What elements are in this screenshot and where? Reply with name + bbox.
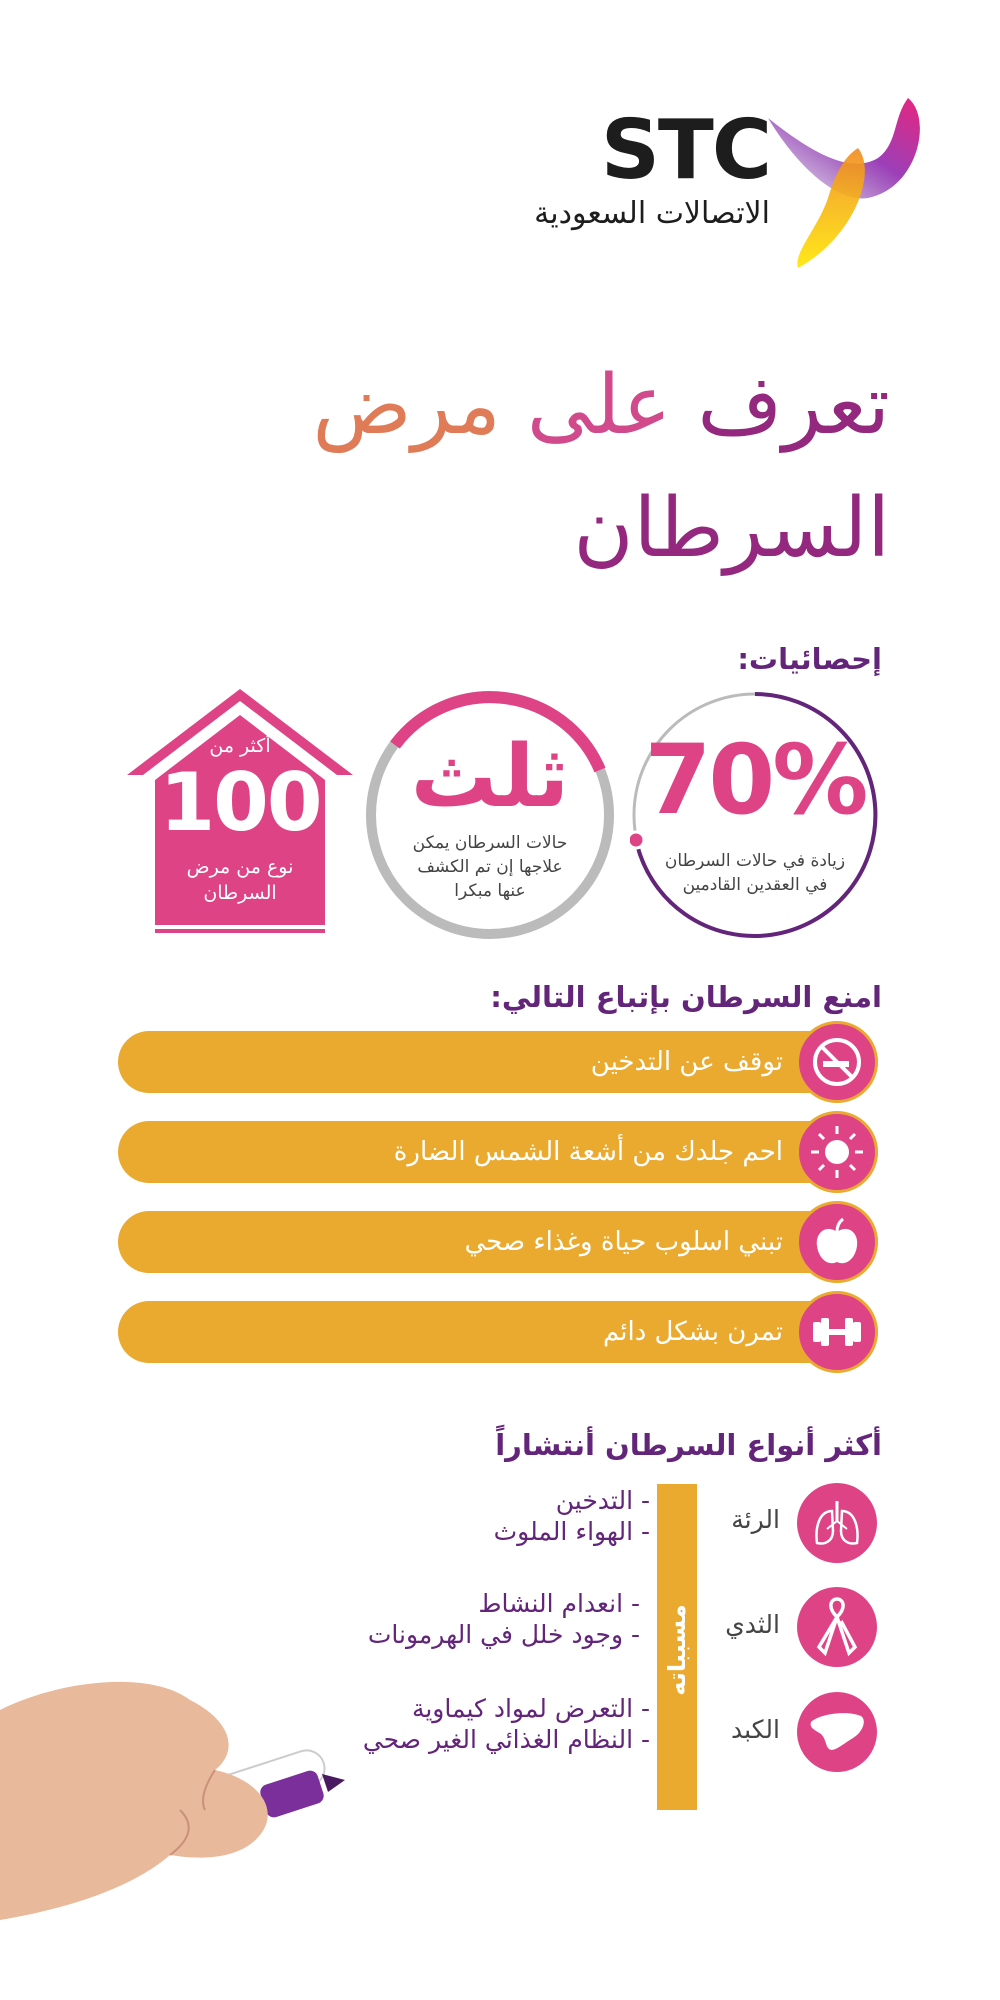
prevention-item	[118, 1301, 878, 1363]
stat-text-line: زيادة في حالات السرطان	[664, 851, 846, 871]
stat-text-line: علاجها إن تم الكشف	[417, 856, 563, 877]
sun-icon	[796, 1111, 878, 1193]
prevention-item	[118, 1031, 878, 1093]
dumbbell-icon	[796, 1291, 878, 1373]
prevention-label: تمرن بشكل دائم	[602, 1317, 783, 1347]
stat-value: 100	[159, 756, 321, 849]
prevention-item	[118, 1121, 878, 1183]
cause-item: - التدخين	[555, 1486, 650, 1515]
causes-label: مسبباته	[663, 1604, 691, 1696]
prevention-item	[118, 1211, 878, 1273]
cause-item: - الهواء الملوث	[493, 1517, 650, 1547]
prevention-heading: امنع السرطان بإتباع التالي:	[490, 980, 882, 1014]
ribbon-icon	[797, 1587, 877, 1667]
stat-prefix: أكثر من	[209, 735, 271, 757]
stat-value: ثلث	[410, 727, 570, 827]
cause-item: - التعرض لمواد كيماوية	[411, 1694, 650, 1723]
prevention-label: احم جلدك من أشعة الشمس الضارة	[393, 1137, 783, 1167]
cancer-type-name: الكبد	[730, 1715, 780, 1744]
stat-card-third	[365, 690, 615, 940]
stat-description	[385, 832, 595, 903]
stats-heading: إحصائيات:	[737, 642, 882, 676]
title-word: تعرف	[697, 358, 890, 453]
stat-card-increase	[630, 690, 880, 940]
apple-icon	[796, 1201, 878, 1283]
logo-text-latin: STC	[600, 103, 770, 198]
stat-text-line: السرطان	[203, 881, 277, 904]
stat-description	[650, 850, 860, 898]
stat-value: 70%	[644, 724, 866, 836]
prevention-label: تبني اسلوب حياة وغذاء صحي	[464, 1227, 783, 1257]
cause-item: - انعدام النشاط	[478, 1589, 640, 1618]
title-word: مرض	[312, 358, 501, 453]
hand-with-marker-image	[0, 1660, 360, 1960]
page-title-line1	[200, 355, 890, 458]
stat-text-line: حالات السرطان يمكن	[412, 833, 568, 853]
title-word: على	[526, 358, 672, 453]
prevention-label: توقف عن التدخين	[590, 1047, 783, 1077]
cause-item: - النظام الغذائي الغير صحي	[362, 1725, 650, 1755]
no-smoking-icon	[796, 1021, 878, 1103]
cause-item: - وجود خلل في الهرمونات	[367, 1620, 640, 1650]
stat-text-line: نوع من مرض	[186, 856, 294, 878]
page-title-line2: السرطان	[573, 481, 890, 576]
cause-list	[300, 1485, 650, 1548]
stat-card-types	[125, 685, 355, 935]
cancer-types-heading: أكثر أنواع السرطان أنتشاراً	[495, 1428, 882, 1462]
stat-text-line: في العقدين القادمين	[682, 874, 828, 895]
stat-text-line: عنها مبكرا	[454, 880, 526, 901]
logo-brushstroke-icon	[758, 78, 928, 278]
lungs-icon	[797, 1483, 877, 1563]
logo-text-arabic: الاتصالات السعودية	[534, 196, 770, 231]
liver-icon	[797, 1692, 877, 1772]
cancer-type-name: الرئة	[731, 1505, 780, 1534]
cancer-type-name: الثدي	[725, 1610, 780, 1639]
cause-list	[240, 1588, 640, 1651]
stat-description	[125, 855, 355, 906]
